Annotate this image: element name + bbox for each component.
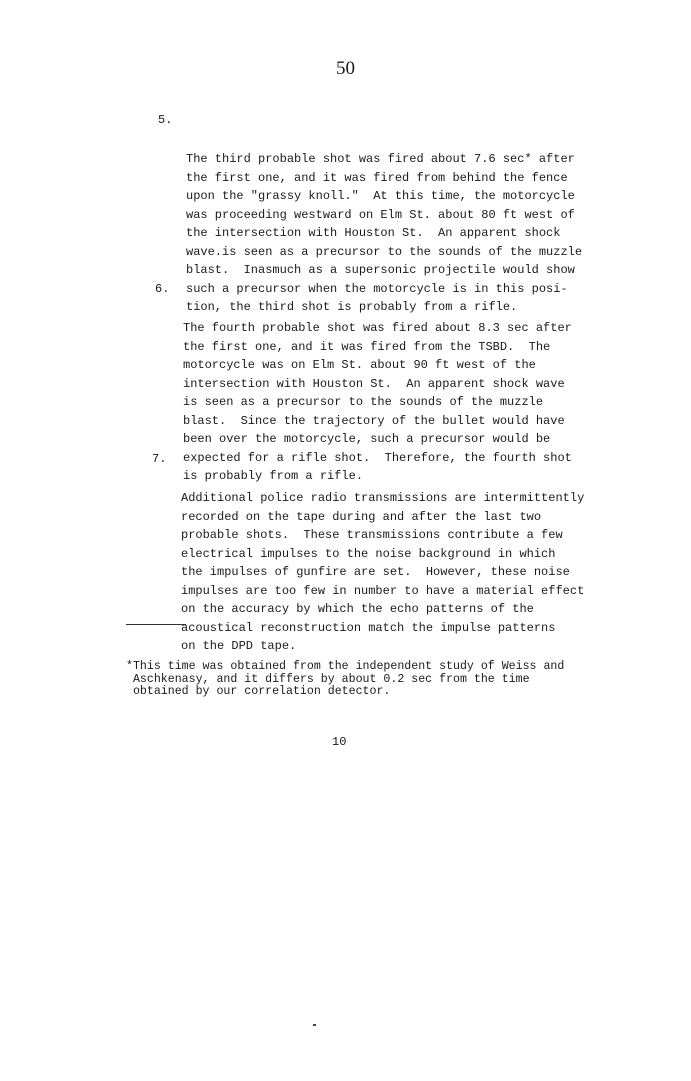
text-line: the intersection with Houston St. An apparent shock <box>186 226 561 240</box>
text-line: upon the "grassy knoll." At this time, the motorcycle <box>186 189 575 203</box>
text-line: on the DPD tape. <box>181 639 297 653</box>
text-line: blast. Since the trajectory of the bullet would have <box>183 413 565 428</box>
text-line: been over the motorcycle, such a precursor would be <box>183 432 551 446</box>
text-line: was proceeding westward on Elm St. about 80 ft west of <box>186 207 575 222</box>
text-line: the first one, and it was fired from the TSBD. The <box>183 339 551 354</box>
footnote-line: *This time was obtained from the independent study of Weiss and <box>126 660 565 674</box>
page-number-bottom: 10 <box>332 735 347 749</box>
text-line: such a precursor when the motorcycle is in this posi- <box>186 281 568 296</box>
text-line: electrical impulses to the noise background in which <box>181 546 556 561</box>
text-line: acoustical reconstruction match the impulse patterns <box>181 620 556 635</box>
text-line: The third probable shot was fired about 7.6 sec* after <box>186 152 575 166</box>
footnote-rule <box>126 624 186 625</box>
text-line: The fourth probable shot was fired about 8.3 sec after <box>183 321 572 335</box>
item-number: 7. <box>152 452 167 466</box>
text-line: impulses are too few in number to have a material effect <box>181 583 585 598</box>
item-number: 6. <box>155 282 170 296</box>
text-line: intersection with Houston St. An apparent shock wave <box>183 376 565 391</box>
item-number: 5. <box>158 113 173 127</box>
text-line: on the accuracy by which the echo patterns of the <box>181 602 534 616</box>
footnote-line: obtained by our correlation detector. <box>126 685 391 699</box>
scan-speck <box>313 1024 316 1026</box>
text-line: is seen as a precursor to the sounds of the muzzle <box>183 395 544 409</box>
text-line: the first one, and it was fired from behind the fence <box>186 170 568 185</box>
text-line: probable shots. These transmissions contribute a few <box>181 528 563 542</box>
footnote <box>126 636 564 712</box>
text-line: blast. Inasmuch as a supersonic projectile would show <box>186 263 575 277</box>
text-line: expected for a rifle shot. Therefore, the fourth shot <box>183 450 572 465</box>
text-line: Additional police radio transmissions are intermittently <box>181 491 585 505</box>
text-line: tion, the third shot is probably from a rifle. <box>186 300 518 314</box>
text-line: recorded on the tape during and after the last two <box>181 509 542 524</box>
text-line: is probably from a rifle. <box>183 469 364 483</box>
page-number-top: 50 <box>336 58 355 79</box>
text-line: motorcycle was on Elm St. about 90 ft west of the <box>183 358 536 372</box>
footnote-line: Aschkenasy, and it differs by about 0.2 sec from the time <box>126 672 530 686</box>
text-line: the impulses of gunfire are set. However, these noise <box>181 565 570 579</box>
text-line: wave.is seen as a precursor to the sounds of the muzzle <box>186 244 583 259</box>
